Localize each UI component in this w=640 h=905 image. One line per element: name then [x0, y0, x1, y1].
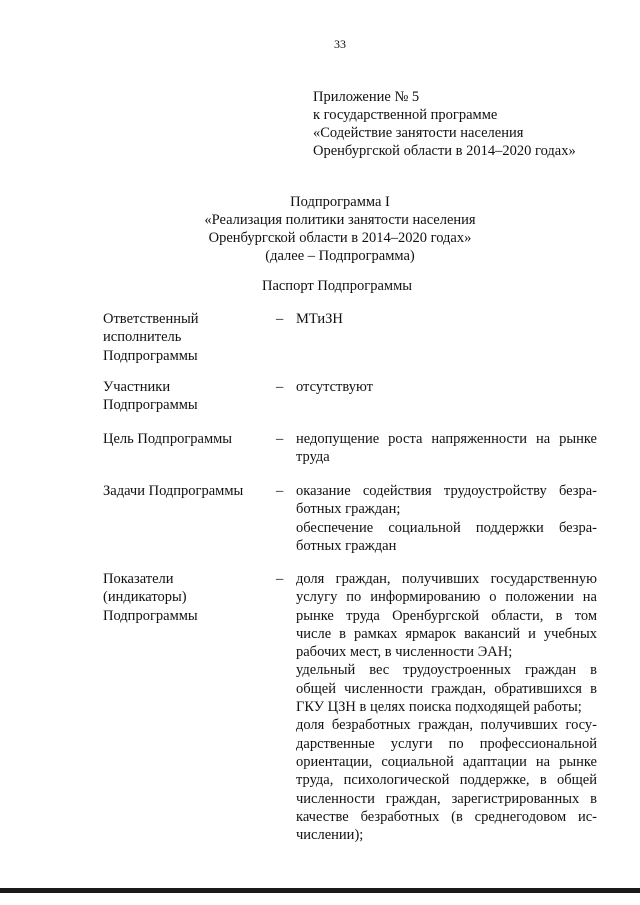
row-value-line: качестве безработных (в среднегодовом ис- [296, 808, 597, 825]
row-label-line: Ответственный [103, 311, 199, 327]
row-dash: – [276, 311, 284, 327]
row-value-line: недопущение роста напряженности на рынке [296, 431, 597, 447]
row-value-line: отсутствуют [296, 379, 373, 395]
row-value-line: рынке труда Оренбургской области, в том [296, 607, 597, 624]
row-label [103, 310, 273, 365]
row-value-line: доля граждан, получивших государственную [296, 571, 597, 587]
row-dash: – [276, 483, 284, 499]
appendix-header [313, 88, 576, 160]
row-value-line: общей численности граждан, обратившихся в [296, 680, 597, 697]
row-label-line: Подпрограммы [103, 347, 198, 364]
row-value [296, 482, 597, 555]
page-number: 33 [334, 37, 346, 51]
subprogram-title-line: Оренбургской области в 2014–2020 годах» [208, 230, 472, 246]
row-value [296, 570, 597, 844]
row-value-line: МТиЗН [296, 311, 343, 327]
appendix-line: Приложение № 5 [313, 89, 420, 105]
appendix-line: Оренбургской области в 2014–2020 годах» [313, 143, 576, 159]
row-label [103, 430, 273, 448]
row-value-line: оказание содействия трудоустройству безра- [296, 483, 597, 499]
row-label-line: Участники [103, 379, 171, 395]
row-value [296, 378, 597, 396]
subprogram-title [0, 193, 640, 265]
row-label-line: Подпрограммы [103, 607, 198, 624]
appendix-line: к государственной программе [313, 107, 498, 123]
row-value-line: доля безработных граждан, получивших госу- [296, 717, 597, 734]
row-label [103, 570, 273, 625]
row-label-line: Подпрограммы [103, 397, 198, 414]
row-value-line: удельный вес трудоустроенных граждан в [296, 662, 597, 679]
row-value-line: ботных граждан [296, 537, 397, 554]
passport-title: Паспорт Подпрограммы [261, 278, 413, 294]
row-label-line: Цель Подпрограммы [103, 431, 233, 447]
row-value-line: ГКУ ЦЗН в целях поиска подходящей работы; [296, 699, 582, 716]
row-label-line: Показатели [103, 571, 174, 587]
row-value-line: числении); [296, 827, 364, 844]
row-value-line: услугу по информированию о положении на [296, 589, 597, 606]
row-dash: – [276, 379, 284, 395]
row-dash: – [276, 431, 284, 447]
row-value-line: ориентации, социальной адаптации на рынке [296, 753, 597, 770]
row-value [296, 430, 597, 467]
row-label [103, 482, 273, 500]
row-value-line: числе в рамках ярмарок вакансий и учебных [296, 625, 597, 642]
row-value-line: ботных граждан; [296, 501, 401, 518]
row-value-line: труда, психологической поддержке, в общей [296, 772, 597, 789]
row-value-line: обеспечение социальной поддержки безра- [296, 519, 597, 536]
row-label-line: (индикаторы) [103, 589, 187, 606]
row-value-line: дарственные услуги по профессиональной [296, 735, 597, 752]
row-label-line: исполнитель [103, 329, 182, 346]
row-value-line: рабочих мест, в численности ЭАН; [296, 644, 513, 661]
subprogram-title-line: (далее – Подпрограмма) [265, 248, 415, 264]
row-value [296, 310, 597, 328]
row-value-line: численности граждан, зарегистрированных в [296, 790, 597, 807]
subprogram-title-line: «Реализация политики занятости населения [204, 212, 476, 228]
row-label [103, 378, 273, 415]
row-value-line: труда [296, 449, 330, 466]
appendix-line: «Содействие занятости населения [313, 125, 524, 141]
subprogram-title-line: Подпрограмма I [290, 194, 390, 210]
scan-bottom-edge [0, 888, 640, 893]
row-label-line: Задачи Подпрограммы [103, 483, 244, 499]
row-dash: – [276, 571, 284, 587]
